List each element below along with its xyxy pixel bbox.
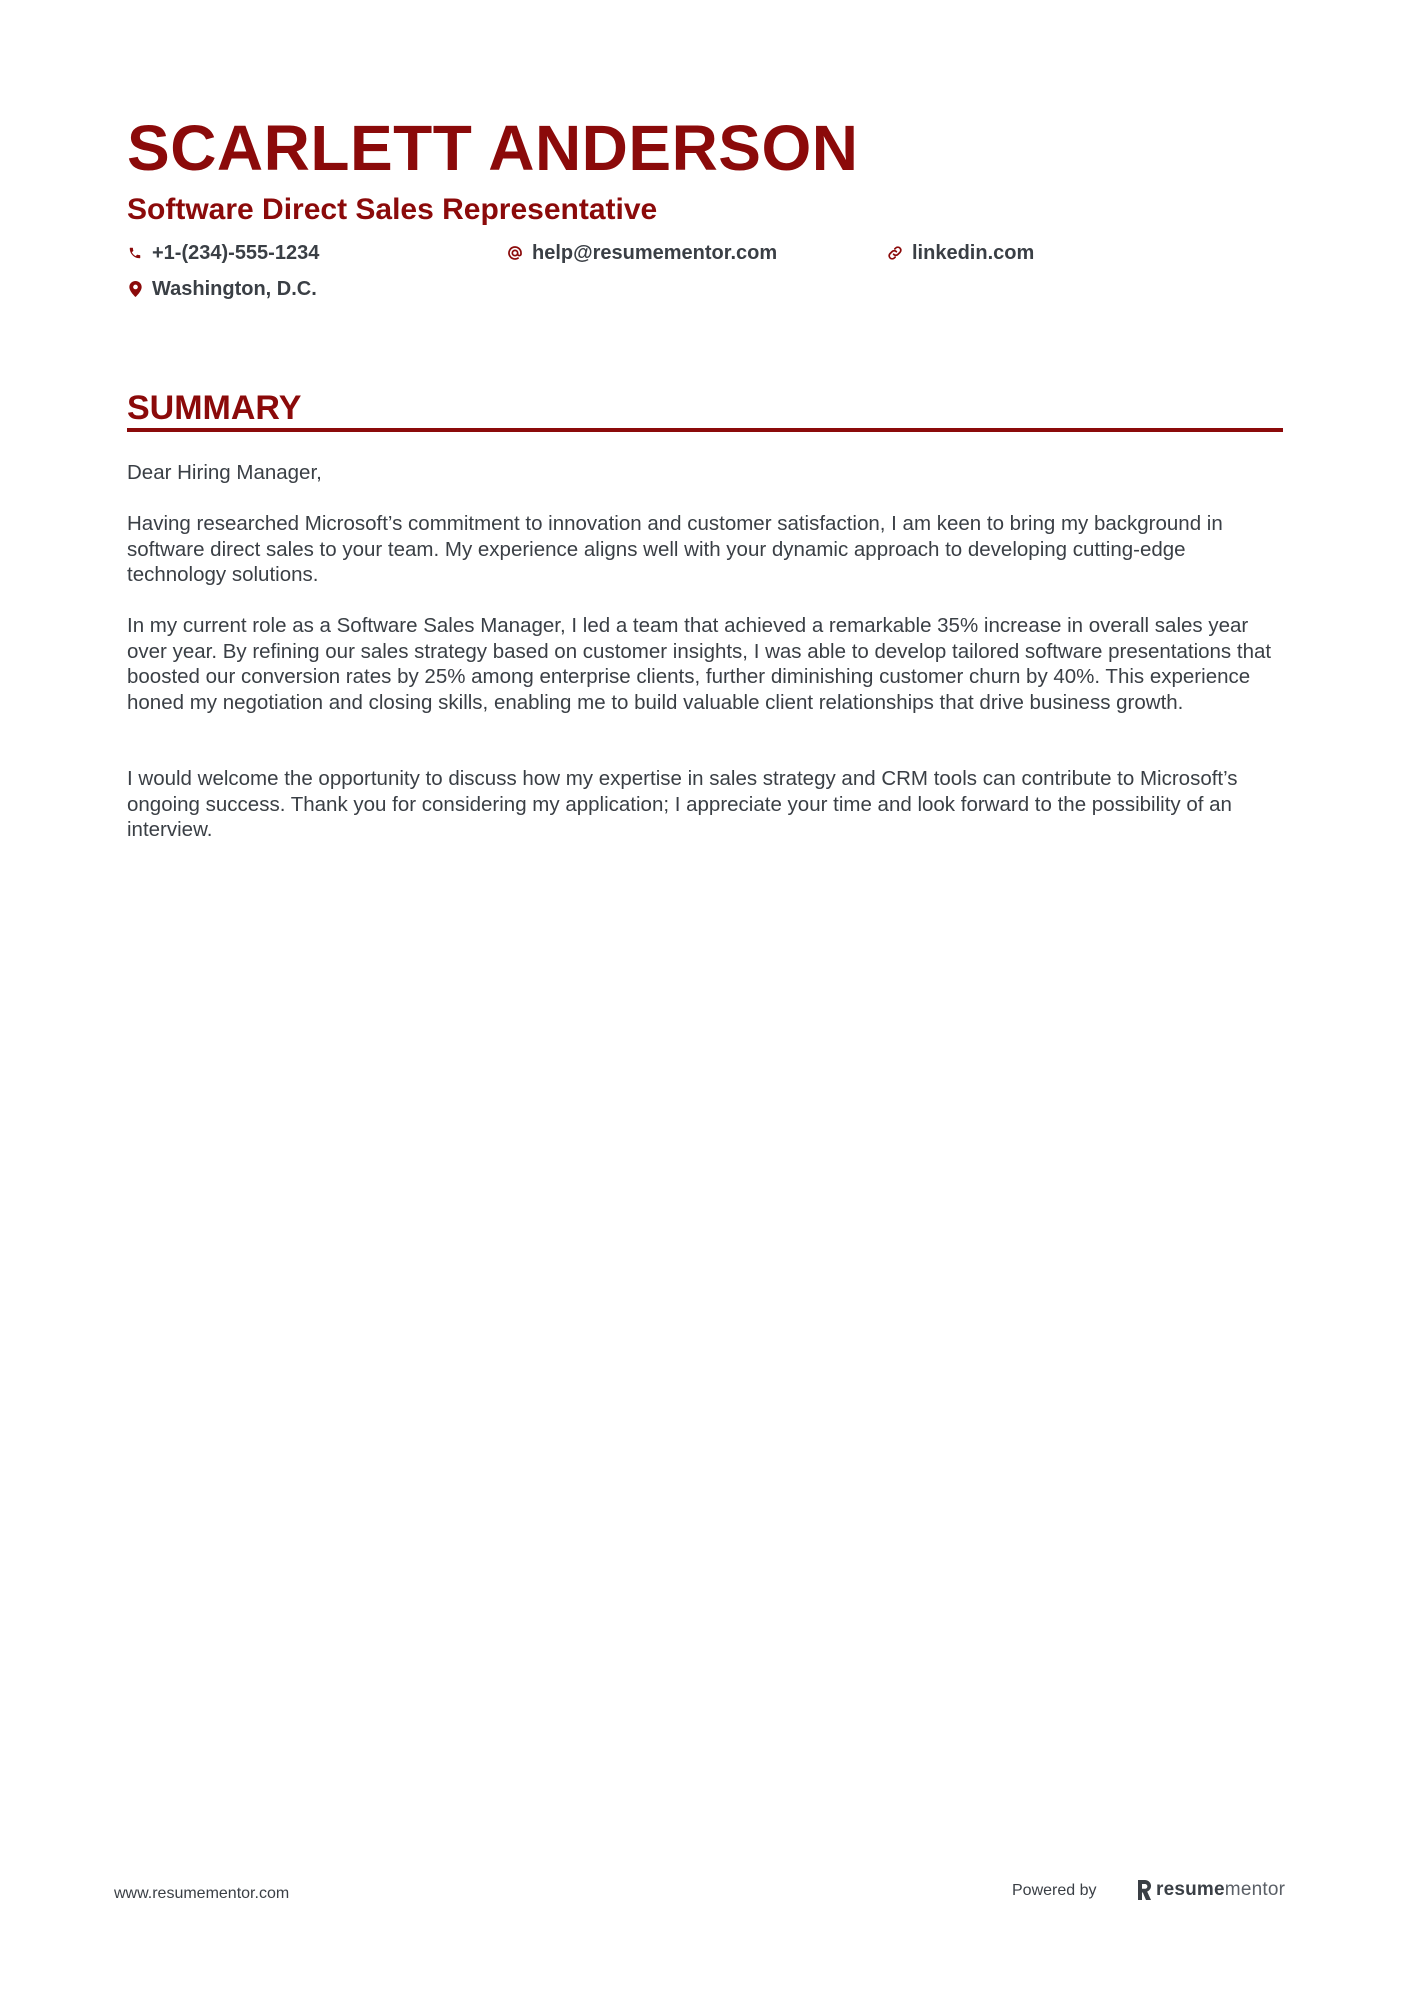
map-pin-icon — [127, 280, 143, 298]
link-icon — [887, 244, 903, 262]
paragraph-closing: I would welcome the opportunity to discuss how my expertise in sales strategy and CRM tools can contribute to Microsoft’s ongoing success. Thank you for considering my application; I appreciate your time and look forward to the possibility of an interview. — [127, 767, 1238, 842]
section-divider — [127, 428, 1283, 432]
footer-website-link[interactable]: www.resumementor.com — [114, 1885, 290, 1902]
contact-linkedin — [887, 240, 1034, 266]
contact-location — [127, 276, 317, 302]
at-icon — [507, 244, 523, 262]
linkedin-link[interactable]: linkedin.com — [912, 241, 1035, 264]
greeting: Dear Hiring Manager, — [127, 461, 322, 484]
summary-heading: SUMMARY — [127, 389, 302, 427]
phone-icon — [127, 244, 143, 262]
contact-phone — [127, 240, 319, 266]
logo-word-light: mentor — [1224, 1879, 1286, 1900]
paragraph-intro: Having researched Microsoft’s commitment to innovation and customer satisfaction, I am keen to bring my background in software direct sales to your team. My experience aligns well with your dynamic approach to developing cutting-edge technology solutions. — [127, 512, 1223, 587]
job-title: Software Direct Sales Representative — [127, 193, 658, 226]
paragraph-experience: In my current role as a Software Sales Manager, I led a team that achieved a remarkable 35% increase in overall sales year over year. By refining our sales strategy based on customer insights, I was able to develop tailored software presentations that boosted our conversion rates by 25% among enterprise clients, further diminishing customer churn by 40%. This experience honed my negotiation and closing skills, enabling me to build valuable client relationships that drive business growth. — [127, 614, 1272, 714]
logo-wordmark — [1156, 1879, 1285, 1901]
footer-powered-by: Powered by — [1012, 1882, 1097, 1899]
resumementor-logo-icon — [1136, 1880, 1152, 1900]
candidate-name: SCARLETT ANDERSON — [127, 112, 859, 184]
email-link[interactable]: help@resumementor.com — [532, 241, 778, 264]
logo-word-bold: resume — [1156, 1879, 1225, 1900]
resumementor-logo[interactable] — [1136, 1879, 1285, 1901]
contact-email — [507, 240, 777, 266]
phone-text: +1-(234)-555-1234 — [152, 241, 320, 264]
location-text: Washington, D.C. — [152, 277, 317, 300]
